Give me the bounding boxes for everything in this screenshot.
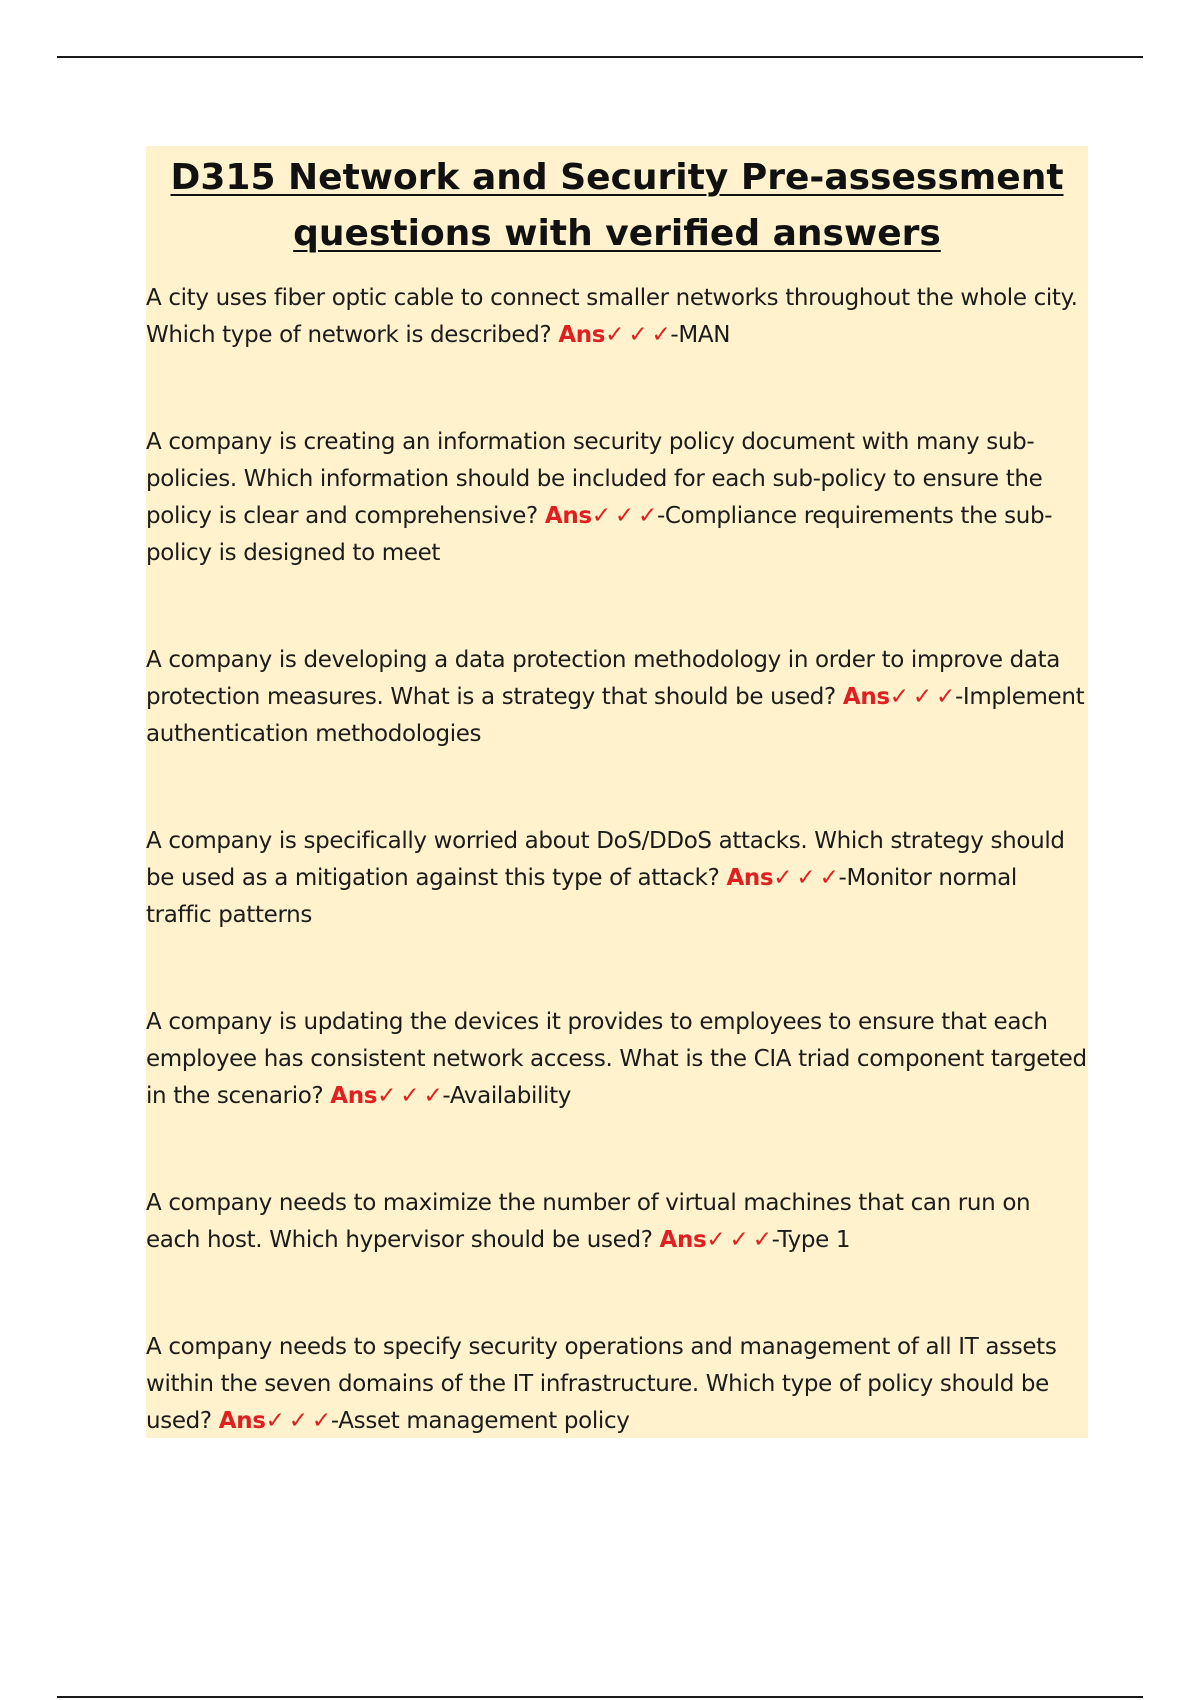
qa-list <box>146 280 1088 1440</box>
qa-item <box>146 280 1088 354</box>
question-text: A company needs to specify security operations and management of all IT assets within the seven domains of the IT infrastructure. Which type of policy should be used? <box>146 1334 1057 1434</box>
answer-label: Ans <box>330 1083 378 1109</box>
question-text: A company is creating an information security policy document with many sub-policies. Which information should be included for each sub-policy to ensure the policy is clear and comprehensive? <box>146 429 1043 529</box>
question-text: A company needs to maximize the number of virtual machines that can run on each host. Which hypervisor should be used? <box>146 1190 1031 1253</box>
answer-label: Ans <box>726 865 774 891</box>
qa-item <box>146 1004 1088 1115</box>
question-text: A city uses fiber optic cable to connect smaller networks throughout the whole city. Which type of network is described? <box>146 285 1078 348</box>
document-body <box>146 146 1088 1510</box>
qa-item <box>146 823 1088 934</box>
bottom-rule <box>57 1696 1143 1698</box>
answer-separator: - <box>954 684 963 710</box>
answer-label: Ans <box>544 503 592 529</box>
answer-label: Ans <box>558 322 606 348</box>
answer-text: Availability <box>449 1083 571 1109</box>
answer-text: Asset management policy <box>338 1408 630 1434</box>
question-text: A company is specifically worried about DoS/DDoS attacks. Which strategy should be used as a mitigation against this type of attack? <box>146 828 1065 891</box>
check-marks-icon: ✓ ✓ ✓ <box>605 322 671 348</box>
check-marks-icon: ✓ ✓ ✓ <box>773 865 839 891</box>
check-marks-icon: ✓ ✓ ✓ <box>265 1408 331 1434</box>
qa-item <box>146 642 1088 753</box>
answer-label: Ans <box>659 1227 707 1253</box>
answer-separator: - <box>771 1227 778 1253</box>
answer-separator: - <box>442 1083 450 1109</box>
answer-text: Monitor normal traffic patterns <box>146 865 1017 928</box>
qa-item <box>146 1329 1088 1440</box>
answer-separator: - <box>656 503 665 529</box>
check-marks-icon: ✓ ✓ ✓ <box>889 684 955 710</box>
answer-separator: - <box>330 1408 339 1434</box>
check-marks-icon: ✓ ✓ ✓ <box>377 1083 443 1109</box>
qa-item <box>146 1185 1088 1259</box>
answer-text: Implement authentication methodologies <box>146 684 1085 747</box>
answer-text: Type 1 <box>777 1227 851 1253</box>
answer-label: Ans <box>218 1408 266 1434</box>
top-rule <box>57 56 1143 58</box>
question-text: A company is updating the devices it provides to employees to ensure that each employee has consistent network access. What is the CIA triad component targeted in the scenario? <box>146 1009 1087 1109</box>
answer-text: MAN <box>678 322 731 348</box>
question-text: A company is developing a data protection methodology in order to improve data protection measures. What is a strategy that should be used? <box>146 647 1061 710</box>
answer-separator: - <box>838 865 847 891</box>
check-marks-icon: ✓ ✓ ✓ <box>591 503 657 529</box>
check-marks-icon: ✓ ✓ ✓ <box>706 1227 772 1253</box>
answer-separator: - <box>670 322 679 348</box>
answer-label: Ans <box>842 684 890 710</box>
qa-item <box>146 424 1088 572</box>
answer-text: Compliance requirements the sub-policy is designed to meet <box>146 503 1053 566</box>
document-title: D315 Network and Security Pre-assessment questions with verified answers <box>170 157 1064 254</box>
